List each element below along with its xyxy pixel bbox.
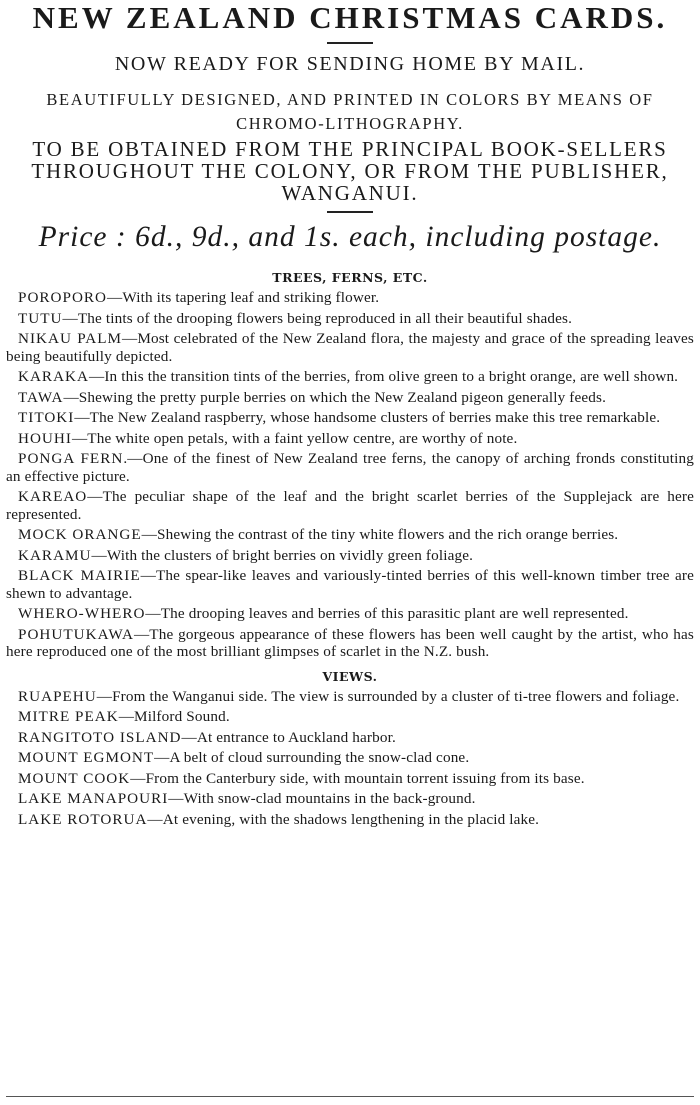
list-item: [6, 430, 694, 448]
list-item: [6, 688, 694, 706]
item-name: POHUTUKAWA: [18, 625, 134, 643]
item-name: MOUNT COOK: [18, 769, 131, 787]
item-name: LAKE MANAPOURI: [18, 790, 169, 807]
list-item: [6, 310, 694, 328]
item-name: TUTU: [18, 309, 63, 327]
list-item: [6, 790, 694, 808]
item-description: —In this the transition tints of the berries, from olive green to a bright orange, are well shown.: [88, 368, 679, 385]
list-item: [6, 811, 694, 829]
trees-heading: TREES, FERNS, ETC.: [272, 270, 428, 285]
item-description: —Shewing the pretty purple berries on which the New Zealand pigeon generally feeds.: [63, 388, 607, 406]
list-item: [6, 626, 694, 661]
bottom-divider: [6, 1096, 694, 1097]
item-name: BLACK MAIRIE: [18, 567, 141, 584]
item-description: .—One of the finest of New Zealand tree ferns, the canopy of arching fronds constituting an effective picture.: [6, 450, 694, 485]
list-item: [6, 605, 694, 623]
list-item: [6, 488, 694, 523]
price-divider: [327, 211, 373, 213]
item-name: TITOKI: [18, 409, 75, 426]
item-description: —The tints of the drooping flowers being reproduced in all their beautiful shades.: [62, 309, 573, 327]
item-name: MOUNT EGMONT: [18, 749, 155, 766]
list-item: [6, 289, 694, 307]
list-item: [6, 368, 694, 386]
item-description: —From the Canterbury side, with mountain torrent issuing from its base.: [130, 769, 585, 787]
obtain-notice: TO BE OBTAINED FROM THE PRINCIPAL BOOK-SELLERS THROUGHOUT THE COLONY, OR FROM THE PUBLISHER, WANGANUI.: [31, 137, 669, 205]
list-item: [6, 708, 694, 726]
item-description: —The New Zealand raspberry, whose handsome clusters of berries make this tree remarkable.: [74, 409, 661, 426]
item-description: —The drooping leaves and berries of this parasitic plant are well represented.: [145, 605, 629, 622]
item-name: PONGA FERN: [18, 450, 124, 467]
item-description: —Shewing the contrast of the tiny white flowers and the rich orange berries.: [141, 526, 619, 543]
item-description: —From the Wanganui side. The view is surrounded by a cluster of ti-tree flowers and foliage.: [96, 687, 680, 705]
description: BEAUTIFULLY DESIGNED, AND PRINTED IN COLORS BY MEANS OF CHROMO-LITHOGRAPHY.: [46, 90, 654, 133]
item-description: —Milford Sound.: [118, 708, 230, 725]
item-name: KARAMU: [18, 546, 92, 564]
list-item: [6, 547, 694, 565]
item-description: —With its tapering leaf and striking flower.: [107, 289, 380, 306]
item-description: —A belt of cloud surrounding the snow-clad cone.: [154, 749, 470, 766]
item-description: —The spear-like leaves and variously-tinted berries of this well-known timber tree are shewn to advantage.: [6, 567, 694, 602]
item-name: POROPORO: [18, 289, 108, 306]
title-divider: [327, 42, 373, 44]
list-item: [6, 389, 694, 407]
item-description: —The peculiar shape of the leaf and the bright scarlet berries of the Supplejack are here represented.: [6, 488, 694, 523]
item-description: —With the clusters of bright berries on vividly green foliage.: [91, 546, 474, 564]
item-name: MOCK ORANGE: [18, 526, 142, 543]
item-description: —The white open petals, with a faint yellow centre, are worthy of note.: [71, 429, 518, 447]
list-item: [6, 526, 694, 544]
item-description: —Most celebrated of the New Zealand flora, the majesty and grace of the spreading leaves being beautifully depicted.: [6, 330, 694, 365]
item-name: RANGITOTO ISLAND: [18, 728, 182, 746]
item-name: HOUHI: [18, 429, 72, 447]
item-name: RUAPEHU: [18, 687, 97, 705]
item-description: —The gorgeous appearance of these flowers has been well caught by the artist, who has here reproduced one of the most brilliant glimpses of scarlet in the N.Z. bush.: [6, 625, 694, 660]
item-description: —At entrance to Auckland harbor.: [181, 728, 396, 746]
list-item: [6, 409, 694, 427]
price-line: Price : 6d., 9d., and 1s. each, including postage.: [38, 221, 662, 253]
list-item: [6, 729, 694, 747]
item-name: TAWA: [18, 388, 64, 406]
trees-list: [6, 289, 694, 661]
item-name: KARAKA: [18, 368, 89, 385]
subtitle: NOW READY FOR SENDING HOME BY MAIL.: [114, 53, 586, 75]
list-item: [6, 450, 694, 485]
item-name: NIKAU PALM: [18, 330, 123, 347]
list-item: [6, 567, 694, 602]
views-list: [6, 688, 694, 829]
item-description: —With snow-clad mountains in the back-ground.: [168, 790, 476, 807]
item-name: WHERO-WHERO: [18, 605, 146, 622]
item-name: MITRE PEAK: [18, 708, 119, 725]
views-heading: VIEWS.: [322, 668, 378, 684]
list-item: [6, 770, 694, 788]
item-name: LAKE ROTORUA: [18, 810, 148, 828]
item-name: KAREAO: [18, 488, 88, 505]
list-item: [6, 749, 694, 767]
list-item: [6, 330, 694, 365]
page-title: NEW ZEALAND CHRISTMAS CARDS.: [32, 0, 668, 35]
item-description: —At evening, with the shadows lengthening in the placid lake.: [147, 810, 540, 828]
